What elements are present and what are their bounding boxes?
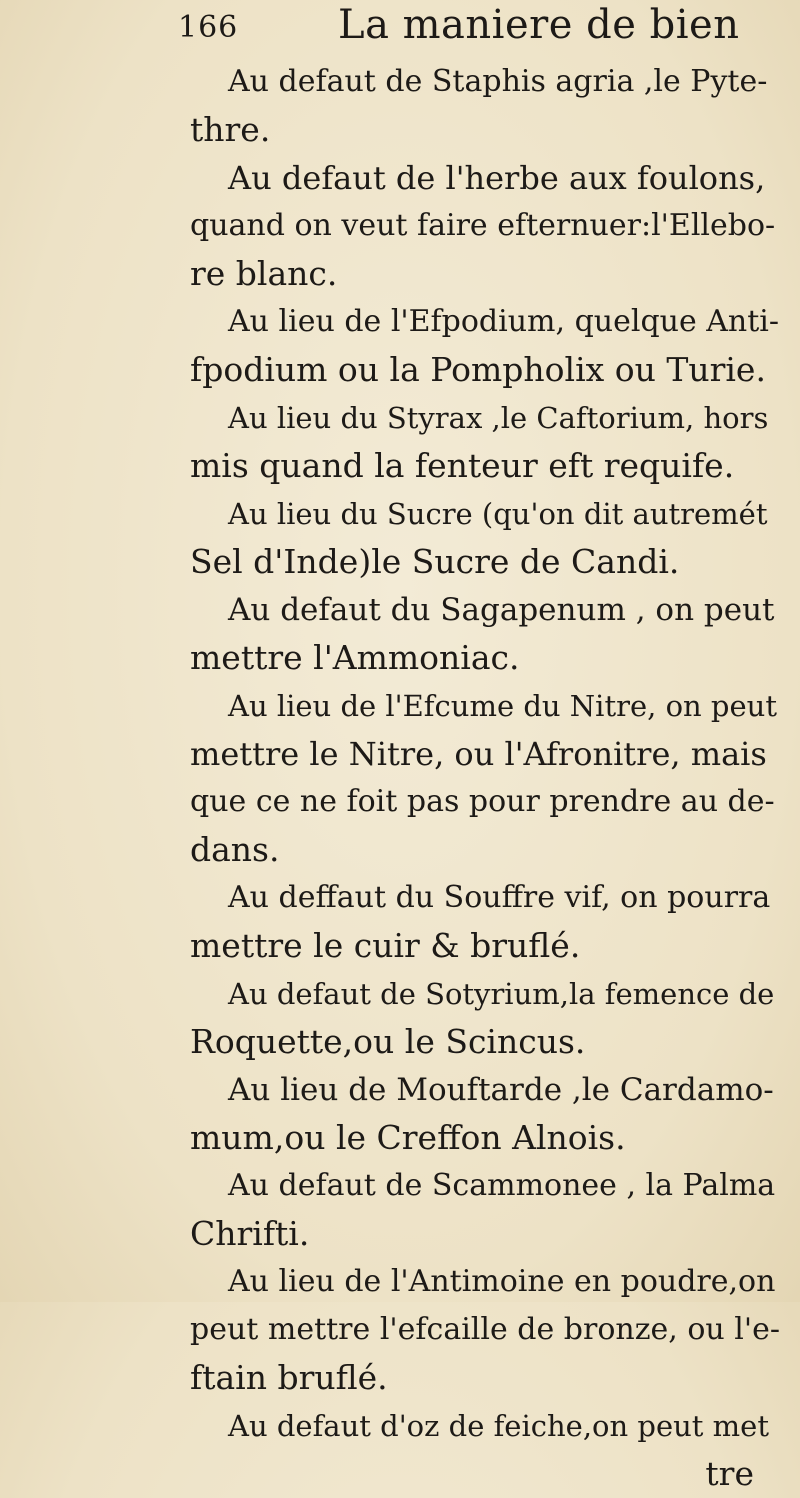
- text-line: mis quand la fenteur eft requife.: [190, 446, 735, 485]
- text-line: thre.: [190, 110, 271, 149]
- text-line: Au defaut de l'herbe aux foulons,: [228, 159, 766, 197]
- text-line: peut mettre l'efcaille de bronze, ou l'e-: [190, 1312, 780, 1347]
- paragraph: [190, 490, 780, 586]
- text-line: Au defaut du Sagapenum , on peut: [228, 592, 775, 628]
- paragraph: [190, 298, 780, 394]
- paragraph: [190, 682, 780, 874]
- text-line: Au defaut d'oz de feiche,on peut met: [228, 1409, 769, 1443]
- text-line: Au defaut de Staphis agria ,le Pyte-: [228, 64, 768, 99]
- catchword: tre: [705, 1454, 754, 1493]
- text-line: Au lieu de Mouftarde ,le Cardamo-: [228, 1072, 774, 1108]
- text-line: Au defaut de Sotyrium,la femence de: [228, 977, 775, 1011]
- text-line: mum,ou le Creffon Alnois.: [190, 1118, 626, 1157]
- paragraph: [190, 394, 780, 490]
- paragraph: [190, 874, 780, 970]
- text-line: Au lieu de l'Antimoine en poudre,on: [228, 1264, 776, 1299]
- text-line: re blanc.: [190, 254, 338, 293]
- text-line: Au lieu du Styrax ,le Caftorium, hors: [228, 401, 769, 435]
- text-line: Au lieu de l'Efcume du Nitre, on peut: [228, 689, 777, 723]
- paragraph: [190, 1066, 780, 1162]
- text-line: mettre le cuir & bruflé.: [190, 926, 581, 965]
- text-line: mettre l'Ammoniac.: [190, 638, 520, 677]
- paragraph: [190, 970, 780, 1066]
- text-line: dans.: [190, 830, 280, 869]
- text-line: ftain bruflé.: [190, 1358, 388, 1397]
- text-line: Roquette,ou le Scincus.: [190, 1022, 586, 1061]
- paragraph: [190, 58, 780, 154]
- running-title: La maniere de bien: [338, 2, 740, 48]
- text-line: Chrifti.: [190, 1214, 310, 1253]
- paragraph: [190, 1162, 780, 1258]
- text-line: fpodium ou la Pompholix ou Turie.: [190, 350, 766, 389]
- text-line: Au deffaut du Souffre vif, on pourra: [228, 880, 771, 915]
- running-head: [178, 2, 778, 58]
- page-body: [190, 58, 780, 1498]
- text-line: Au lieu du Sucre (qu'on dit autremét: [228, 497, 768, 531]
- text-line: Au defaut de Scammonee , la Palma: [228, 1168, 776, 1203]
- text-line: Au lieu de l'Efpodium, quelque Anti-: [228, 304, 780, 339]
- text-line: quand on veut faire efternuer:l'Ellebo-: [190, 208, 776, 243]
- page-number: 166: [178, 10, 239, 45]
- text-line: Sel d'Inde)le Sucre de Candi.: [190, 542, 680, 581]
- paragraph: [190, 586, 780, 682]
- paragraph: [190, 1258, 780, 1402]
- text-line: que ce ne foit pas pour prendre au de-: [190, 784, 775, 819]
- paragraph: [190, 154, 780, 298]
- paragraph: [190, 1402, 780, 1450]
- text-line: mettre le Nitre, ou l'Afronitre, mais: [190, 735, 767, 773]
